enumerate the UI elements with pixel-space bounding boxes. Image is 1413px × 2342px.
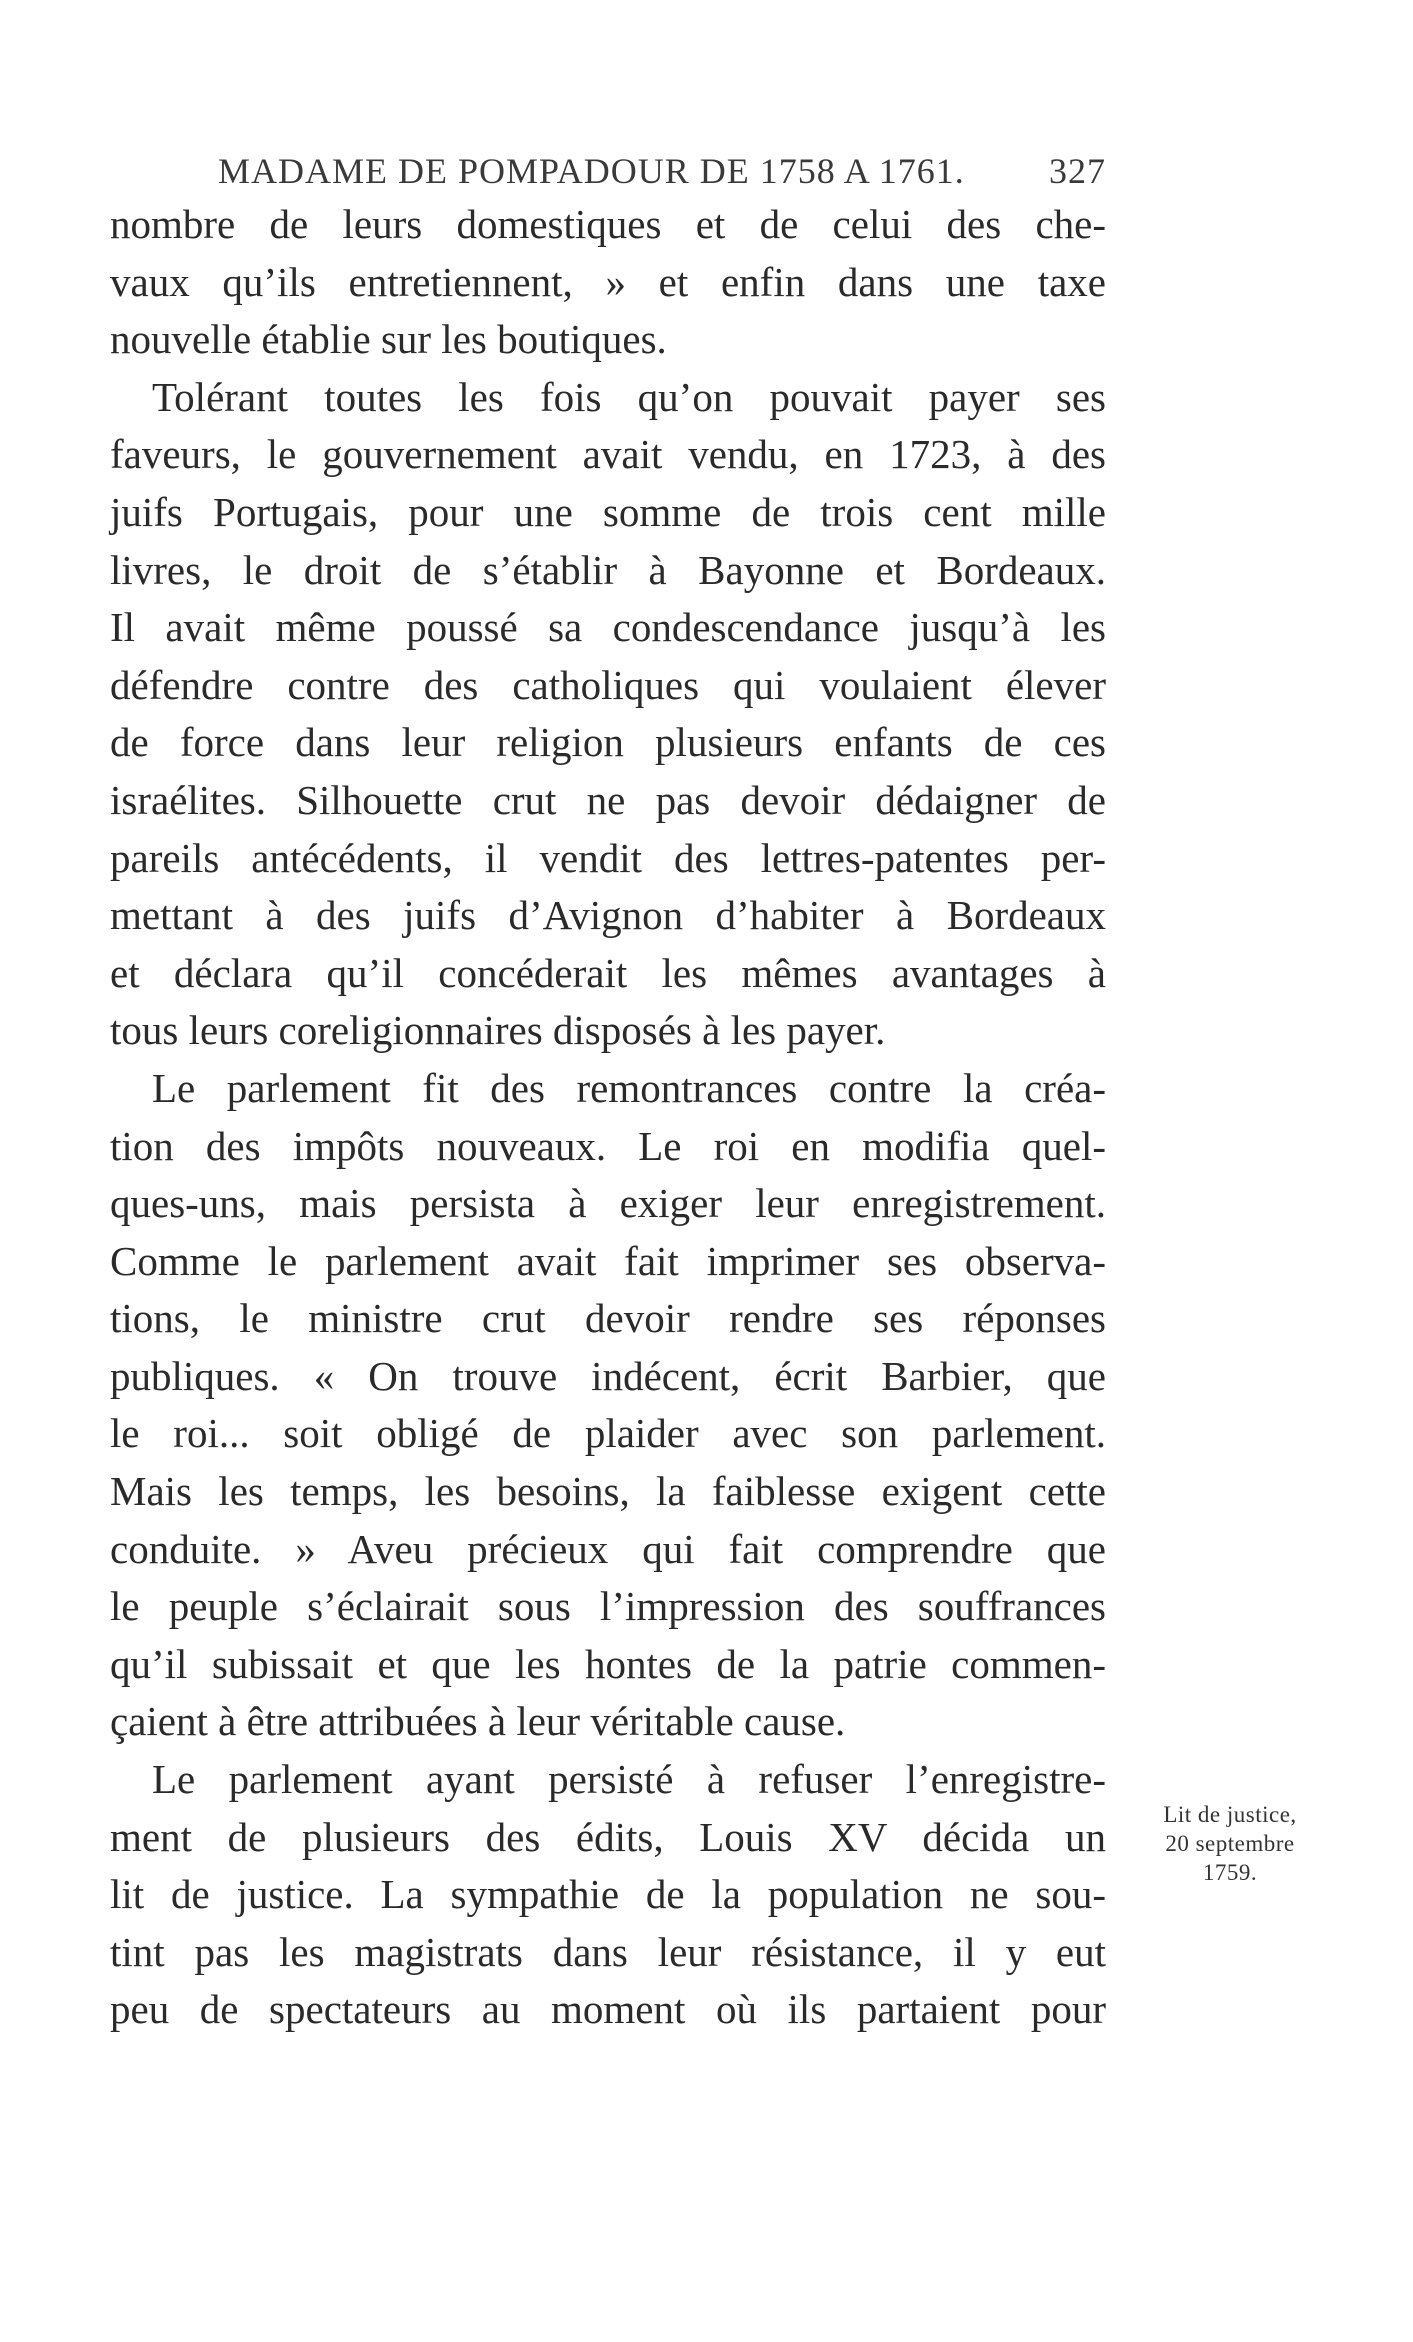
text-line: Il avait même poussé sa condescendance jusqu’à les: [110, 604, 1106, 651]
text-line: livres, le droit de s’établir à Bayonne et Bordeaux.: [110, 546, 1106, 593]
text-line: tions, le ministre crut devoir rendre ses réponses: [110, 1295, 1106, 1342]
text-line: Comme le parlement avait fait imprimer ses observa-: [110, 1237, 1106, 1284]
text-line: çaient à être attribuées à leur véritable cause.: [110, 1698, 846, 1745]
text-line: publiques. « On trouve indécent, écrit Barbier, que: [110, 1352, 1106, 1399]
text-line: pareils antécédents, il vendit des lettres-patentes per-: [110, 834, 1106, 881]
text-line: vaux qu’ils entretiennent, » et enfin dans une taxe: [110, 258, 1106, 305]
text-line: tion des impôts nouveaux. Le roi en modifia quel-: [110, 1122, 1106, 1169]
text-line: Le parlement ayant persisté à refuser l’enregistre-: [152, 1756, 1106, 1803]
text-line: juifs Portugais, pour une somme de trois cent mille: [110, 488, 1106, 535]
text-line: le roi... soit obligé de plaider avec son parlement.: [110, 1410, 1106, 1457]
text-line: et déclara qu’il concéderait les mêmes avantages à: [110, 949, 1106, 996]
body-text: [110, 196, 1106, 2039]
running-title: MADAME DE POMPADOUR DE 1758 A 1761.: [218, 151, 965, 191]
text-line: Tolérant toutes les fois qu’on pouvait payer ses: [152, 373, 1106, 420]
margin-note: [1120, 1800, 1340, 1887]
text-line: faveurs, le gouvernement avait vendu, en 1723, à des: [110, 431, 1106, 478]
text-line: israélites. Silhouette crut ne pas devoir dédaigner de: [110, 776, 1106, 823]
margin-note-line: 1759.: [1202, 1860, 1258, 1885]
text-line: ques-uns, mais persista à exiger leur enregistrement.: [110, 1180, 1106, 1227]
margin-note-line: 20 septembre: [1165, 1831, 1295, 1856]
text-line: défendre contre des catholiques qui voulaient élever: [110, 661, 1106, 708]
text-line: de force dans leur religion plusieurs enfants de ces: [110, 719, 1106, 766]
text-line: lit de justice. La sympathie de la population ne sou-: [110, 1871, 1106, 1918]
text-line: tint pas les magistrats dans leur résistance, il y eut: [110, 1928, 1106, 1975]
text-line: mettant à des juifs d’Avignon d’habiter à Bordeaux: [110, 892, 1106, 939]
text-line: nouvelle établie sur les boutiques.: [110, 316, 667, 363]
page-number: 327: [1049, 151, 1106, 191]
text-line: conduite. » Aveu précieux qui fait comprendre que: [110, 1525, 1106, 1572]
margin-note-line: Lit de justice,: [1163, 1802, 1297, 1827]
running-head: [218, 150, 1106, 200]
text-line: qu’il subissait et que les hontes de la patrie commen-: [110, 1640, 1106, 1687]
text-line: ment de plusieurs des édits, Louis XV décida un: [110, 1813, 1106, 1860]
text-line: Mais les temps, les besoins, la faiblesse exigent cette: [110, 1468, 1106, 1515]
text-line: Le parlement fit des remontrances contre la créa-: [152, 1064, 1106, 1111]
text-line: tous leurs coreligionnaires disposés à les payer.: [110, 1007, 886, 1054]
text-line: peu de spectateurs au moment où ils partaient pour: [110, 1986, 1106, 2033]
text-line: nombre de leurs domestiques et de celui des che-: [110, 201, 1106, 247]
text-line: le peuple s’éclairait sous l’impression des souffrances: [110, 1583, 1106, 1630]
